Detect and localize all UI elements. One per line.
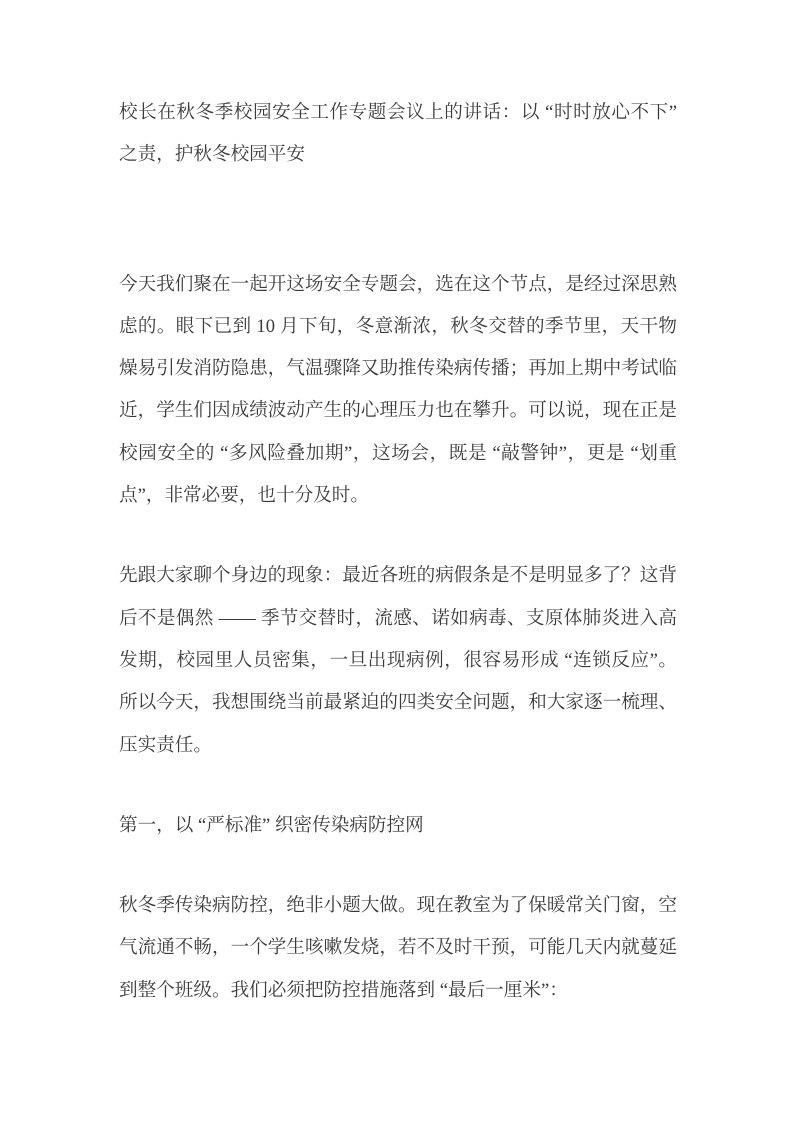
document-title: 校长在秋冬季校园安全工作专题会议上的讲话：以 “时时放心不下” 之责，护秋冬校园平安 [119,102,677,166]
document-content [119,92,677,1012]
paragraph-intro: 今天我们聚在一起开这场安全专题会，选在这个节点，是经过深思熟虑的。眼下已到 10 月下旬，冬意渐浓，秋冬交替的季节里，天干物燥易引发消防隐患，气温骤降又助推传染病传播；再加上期中考试临近，学生们因成绩波动产生的心理压力也在攀升。可以说，现在正是校园安全的 “多风险叠加期”，这场会，既是 “敲警钟”，更是 “划重点”，非常必要，也十分及时。 [119,273,677,507]
paragraph-epidemic-prevention: 秋冬季传染病防控，绝非小题大做。现在教室为了保暖常关门窗，空气流通不畅，一个学生咳嗽发烧，若不及时干预，可能几天内就蔓延到整个班级。我们必须把防控措施落到 “最后一厘米”： [119,895,677,1001]
section-heading-first: 第一，以 “严标准” 织密传染病防控网 [119,814,424,836]
paragraph-phenomenon: 先跟大家聊个身边的现象：最近各班的病假条是不是明显多了？这背后不是偶然 —— 季节交替时，流感、诺如病毒、支原体肺炎进入高发期，校园里人员密集，一旦出现病例，很容易形成 “连锁反应”。所以今天，我想围绕当前最紧迫的四类安全问题，和大家逐一梳理、压实责任。 [119,565,677,756]
